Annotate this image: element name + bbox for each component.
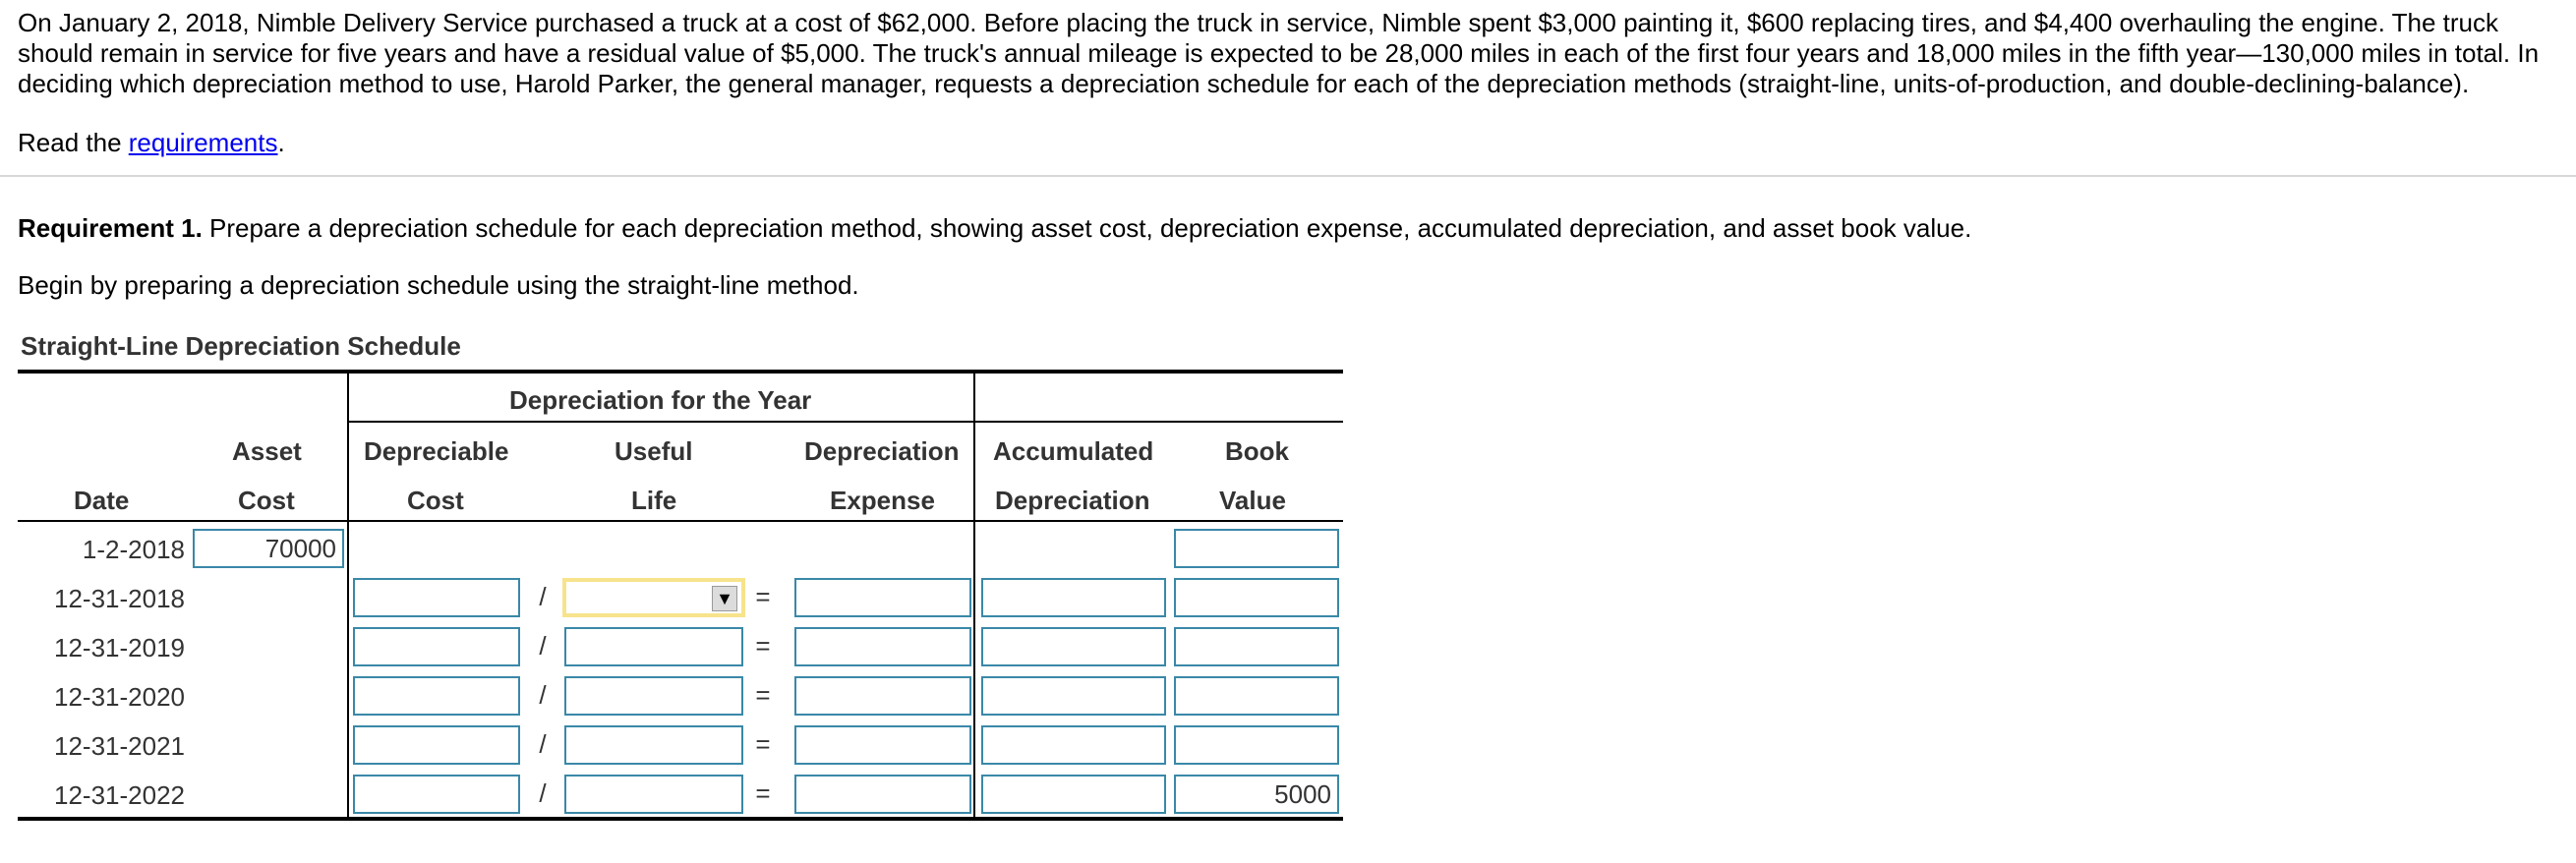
accumulated-depreciation-input[interactable]: [981, 578, 1166, 617]
depreciable-cost-input[interactable]: [353, 627, 520, 666]
group-header-underline-right: [995, 421, 1343, 423]
header-depreciable-cost: Cost: [407, 486, 464, 515]
divide-operator: /: [539, 778, 547, 808]
divide-operator: /: [539, 582, 547, 611]
divide-operator: /: [539, 729, 547, 759]
equals-operator: =: [755, 631, 771, 661]
table-top-border: [18, 370, 1343, 374]
divide-operator: /: [539, 631, 547, 661]
book-value-input[interactable]: 5000: [1174, 775, 1339, 814]
requirement-1-text: [18, 213, 1971, 244]
header-useful-life: Life: [631, 486, 677, 515]
asset-cost-input[interactable]: 70000: [193, 529, 344, 568]
accumulated-depreciation-input[interactable]: [981, 775, 1166, 814]
header-expense: Expense: [830, 486, 935, 515]
depreciation-expense-input[interactable]: [794, 725, 971, 765]
equals-operator: =: [755, 778, 771, 808]
header-depreciable: Depreciable: [364, 436, 509, 466]
depreciation-expense-input[interactable]: [794, 775, 971, 814]
header-useful: Useful: [615, 436, 693, 466]
group-header-depreciation-for-year: Depreciation for the Year: [509, 385, 812, 415]
header-date: Date: [74, 486, 130, 515]
equals-operator: =: [755, 729, 771, 759]
column-divider-left: [347, 370, 349, 819]
schedule-title: Straight-Line Depreciation Schedule: [21, 331, 461, 361]
read-requirements-line: [18, 128, 285, 158]
equals-operator: =: [755, 582, 771, 611]
header-book: Book: [1225, 436, 1289, 466]
problem-statement: On January 2, 2018, Nimble Delivery Service purchased a truck at a cost of $62,000. Before placing the truck in service, Nimble spent $3,000 painting it, $600 replacing tires, and $4,400 overhauling the engine. The truck should remain in service for five years and have a residual value of $5,000. The truck's annual mileage is expected to be 28,000 miles in each of the first four years and 18,000 miles in the fifth year—130,000 miles in total. In deciding which depreciation method to use, Harold Parker, the general manager, requests a depreciation schedule for each of the depreciation methods (straight-line, units-of-production, and double-declining-balance).: [18, 8, 2540, 98]
triangle-down-icon[interactable]: ▼: [712, 586, 737, 611]
header-asset: Asset: [232, 436, 302, 466]
depreciable-cost-input[interactable]: [353, 775, 520, 814]
row-date: 12-31-2019: [54, 633, 185, 662]
depreciation-expense-input[interactable]: [794, 578, 971, 617]
useful-life-input[interactable]: [564, 775, 743, 814]
useful-life-input[interactable]: [564, 676, 743, 716]
book-value-input[interactable]: [1174, 529, 1339, 568]
book-value-input[interactable]: [1174, 725, 1339, 765]
accumulated-depreciation-input[interactable]: [981, 676, 1166, 716]
requirements-link[interactable]: requirements: [128, 128, 278, 157]
row-date: 12-31-2018: [54, 584, 185, 613]
table-bottom-border: [18, 817, 1343, 821]
row-date: 12-31-2022: [54, 780, 185, 810]
accumulated-depreciation-input[interactable]: [981, 627, 1166, 666]
useful-life-select[interactable]: [562, 578, 745, 617]
accumulated-depreciation-input[interactable]: [981, 725, 1166, 765]
header-accumulated: Accumulated: [993, 436, 1154, 466]
requirement-label: Requirement 1.: [18, 213, 203, 243]
row-date: 12-31-2020: [54, 682, 185, 712]
book-value-input[interactable]: [1174, 627, 1339, 666]
row-date: 12-31-2021: [54, 731, 185, 761]
group-header-underline: [348, 421, 995, 423]
read-prefix: Read the: [18, 128, 129, 157]
divide-operator: /: [539, 680, 547, 710]
read-suffix: .: [277, 128, 285, 157]
book-value-input[interactable]: [1174, 578, 1339, 617]
header-bottom-border: [18, 520, 1343, 522]
depreciable-cost-input[interactable]: [353, 676, 520, 716]
depreciable-cost-input[interactable]: [353, 578, 520, 617]
equals-operator: =: [755, 680, 771, 710]
row-date: 1-2-2018: [82, 535, 185, 564]
depreciation-expense-input[interactable]: [794, 627, 971, 666]
depreciable-cost-input[interactable]: [353, 725, 520, 765]
header-cost: Cost: [238, 486, 295, 515]
useful-life-input[interactable]: [564, 725, 743, 765]
requirement-body: Prepare a depreciation schedule for each depreciation method, showing asset cost, depreciation expense, accumulated depreciation, and asset book value.: [202, 213, 1972, 243]
header-book-value: Value: [1219, 486, 1286, 515]
section-divider: [0, 175, 2576, 177]
useful-life-input[interactable]: [564, 627, 743, 666]
header-accumulated-depreciation: Depreciation: [995, 486, 1150, 515]
depreciation-schedule-table: [18, 366, 1343, 822]
column-divider-right: [973, 370, 975, 819]
header-depreciation: Depreciation: [804, 436, 960, 466]
depreciation-expense-input[interactable]: [794, 676, 971, 716]
instruction-text: Begin by preparing a depreciation schedule using the straight-line method.: [18, 270, 859, 300]
book-value-input[interactable]: [1174, 676, 1339, 716]
